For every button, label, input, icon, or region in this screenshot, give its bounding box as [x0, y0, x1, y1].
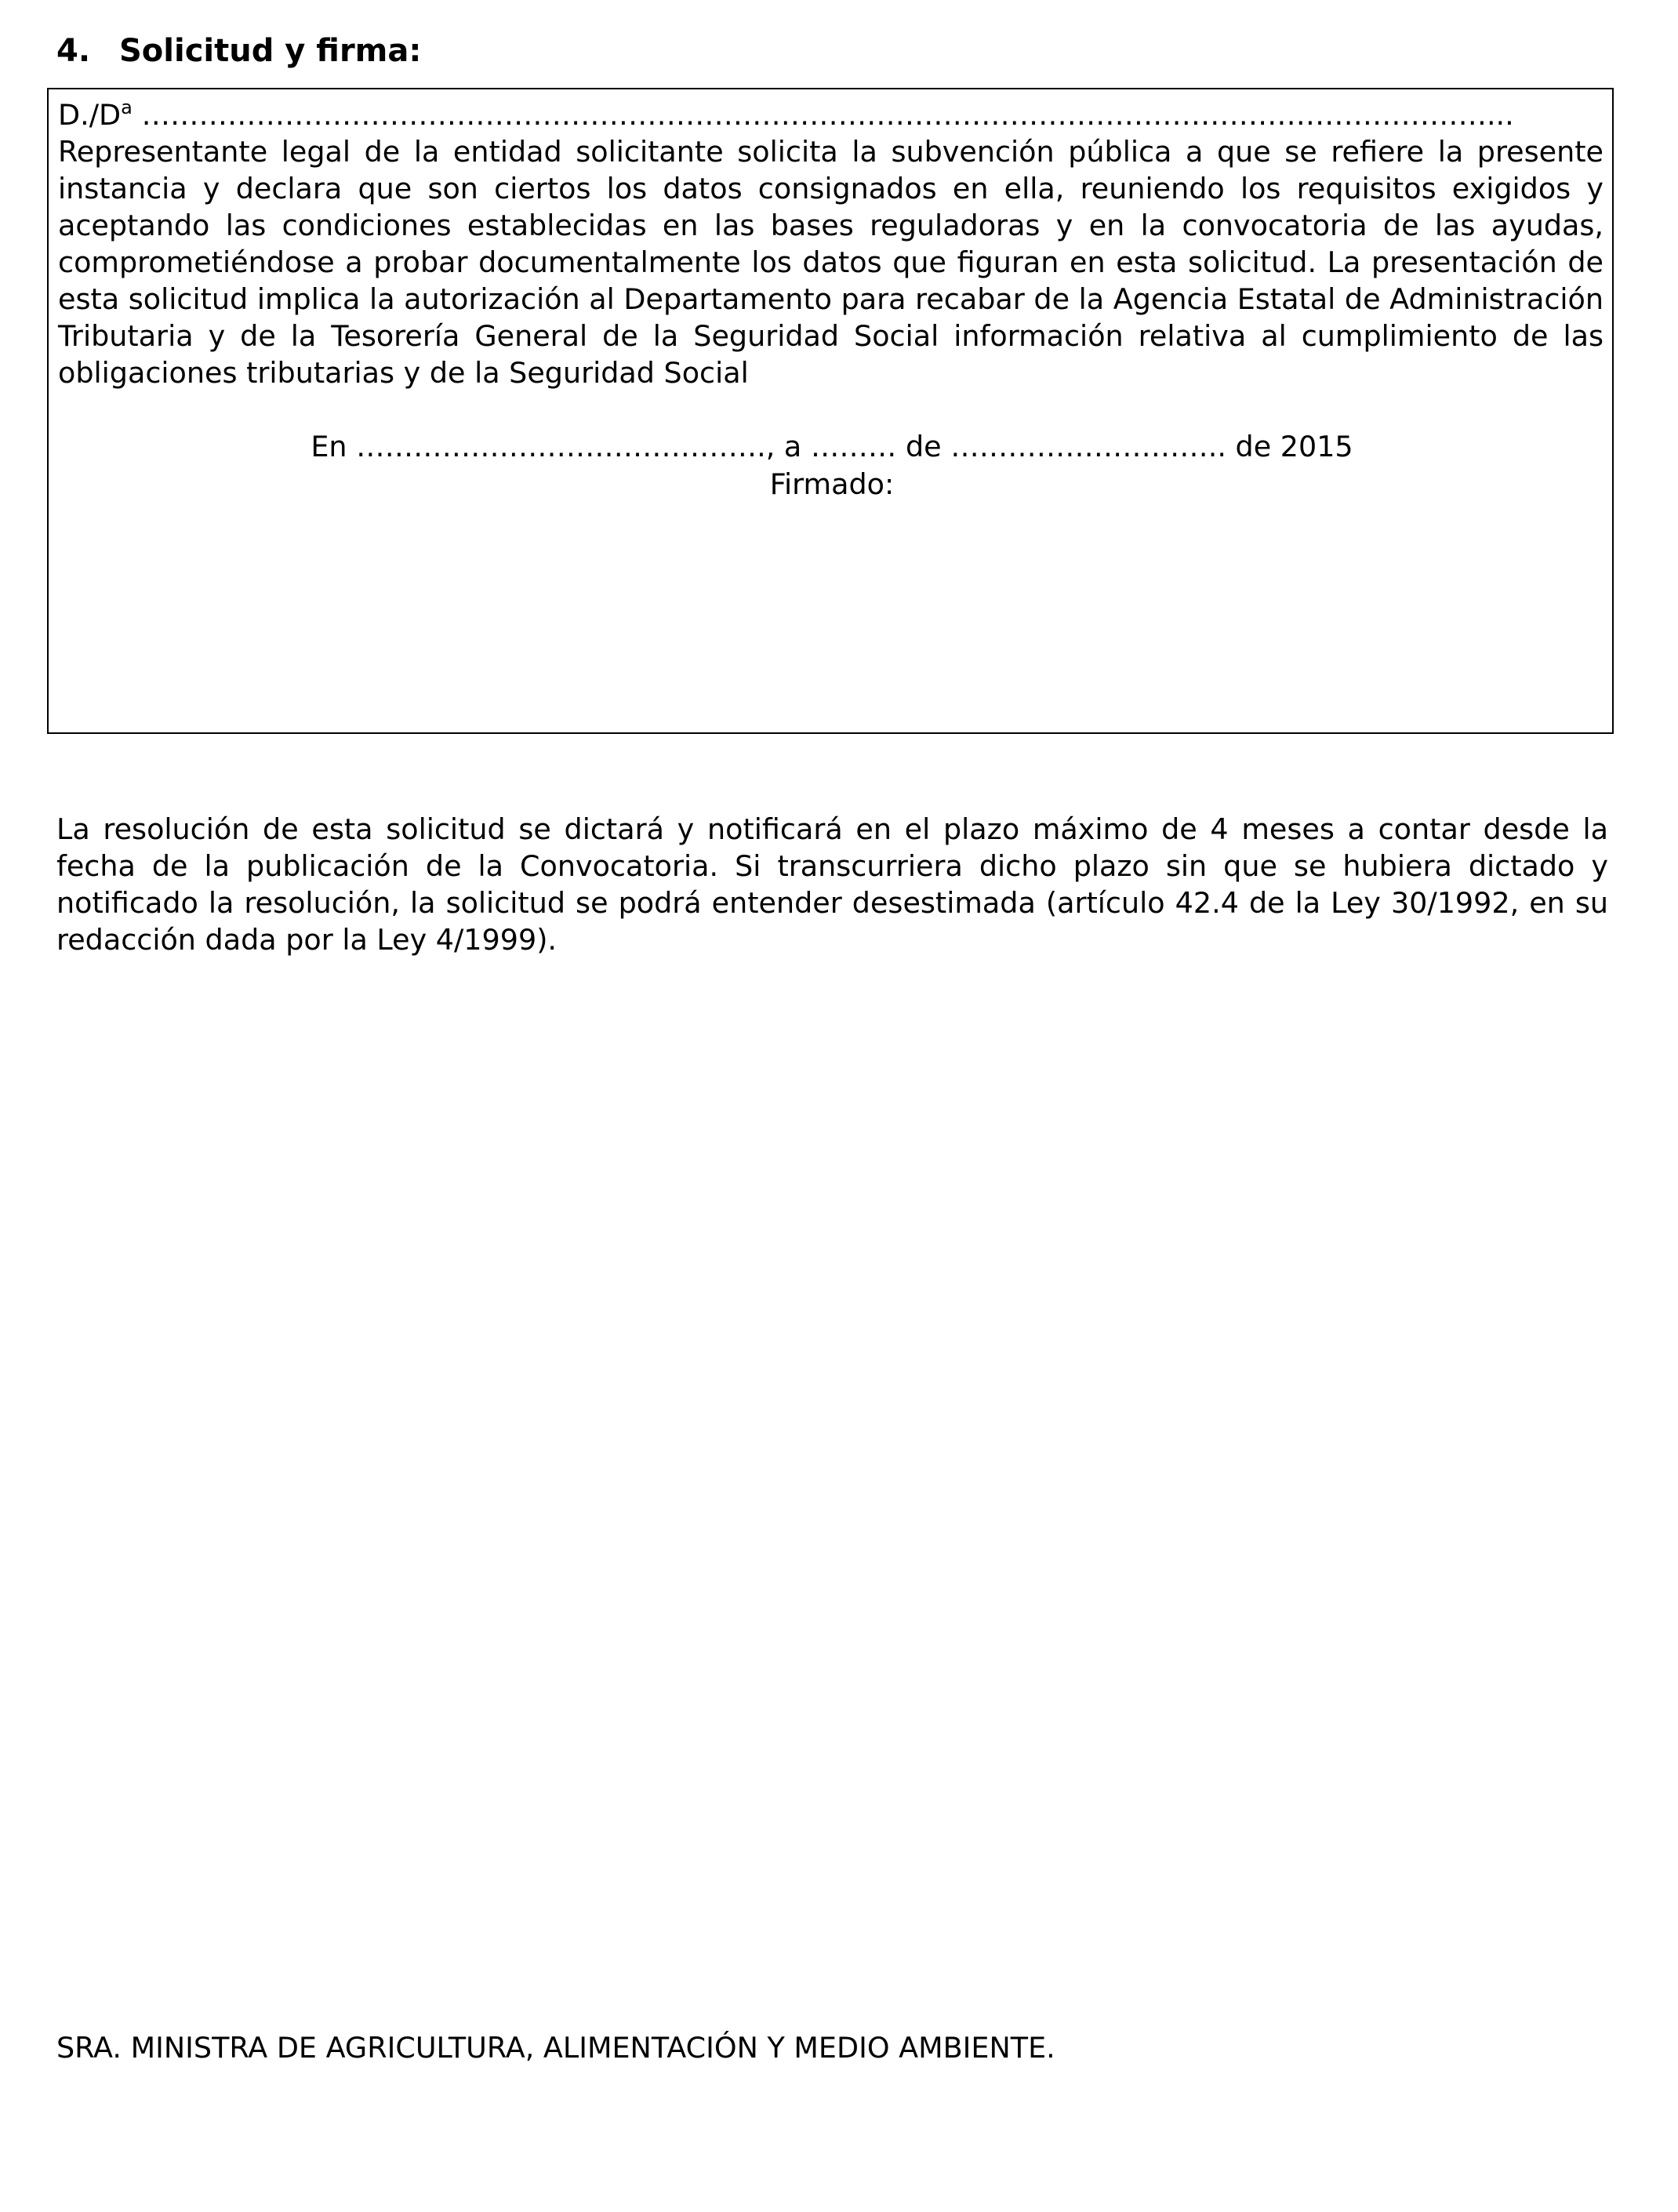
name-prefix: D./D [58, 98, 122, 132]
section-title: Solicitud y firma: [119, 33, 422, 69]
name-prefix-superscript: a [121, 96, 133, 118]
place-date-line[interactable]: En ……………………………………., a ……… de ……………………….. de 2015 [311, 430, 1353, 463]
section-heading [56, 31, 421, 71]
request-signature-box [47, 88, 1614, 734]
applicant-name-field[interactable]: ……………………………………………………………………………………………………………………………... [141, 98, 1514, 132]
declaration-text: Representante legal de la entidad solicitante solicita la subvención pública a que se refiere la presente instancia y declara que son ciertos los datos consignados en ella, reuniendo los requisitos exigidos y aceptando las condiciones establecidas en las bases reguladoras y en la convocatoria de las ayudas, comprometiéndose a probar documentalmente los datos que figuran en esta solicitud. La presentación de esta solicitud implica la autorización al Departamento para recabar de la Agencia Estatal de Administración Tributaria y de la Tesorería General de la Seguridad Social información relativa al cumplimiento de las obligaciones tributarias y de la Seguridad Social [58, 135, 1604, 390]
signed-label: Firmado: [769, 467, 895, 501]
section-number: 4. [56, 33, 91, 69]
addressee: SRA. MINISTRA DE AGRICULTURA, ALIMENTACIÓN Y MEDIO AMBIENTE. [56, 2031, 1055, 2065]
box-text [58, 96, 1604, 391]
applicant-name-line [58, 96, 1604, 133]
resolution-notice: La resolución de esta solicitud se dictará y notificará en el plazo máximo de 4 meses a contar desde la fecha de la publicación de la Convocatoria. Si transcurriera dicho plazo sin que se hubiera dictado y notificado la resolución, la solicitud se podrá entender desestimada (artículo 42.4 de la Ley 30/1992, en su redacción dada por la Ley 4/1999). [56, 812, 1608, 957]
